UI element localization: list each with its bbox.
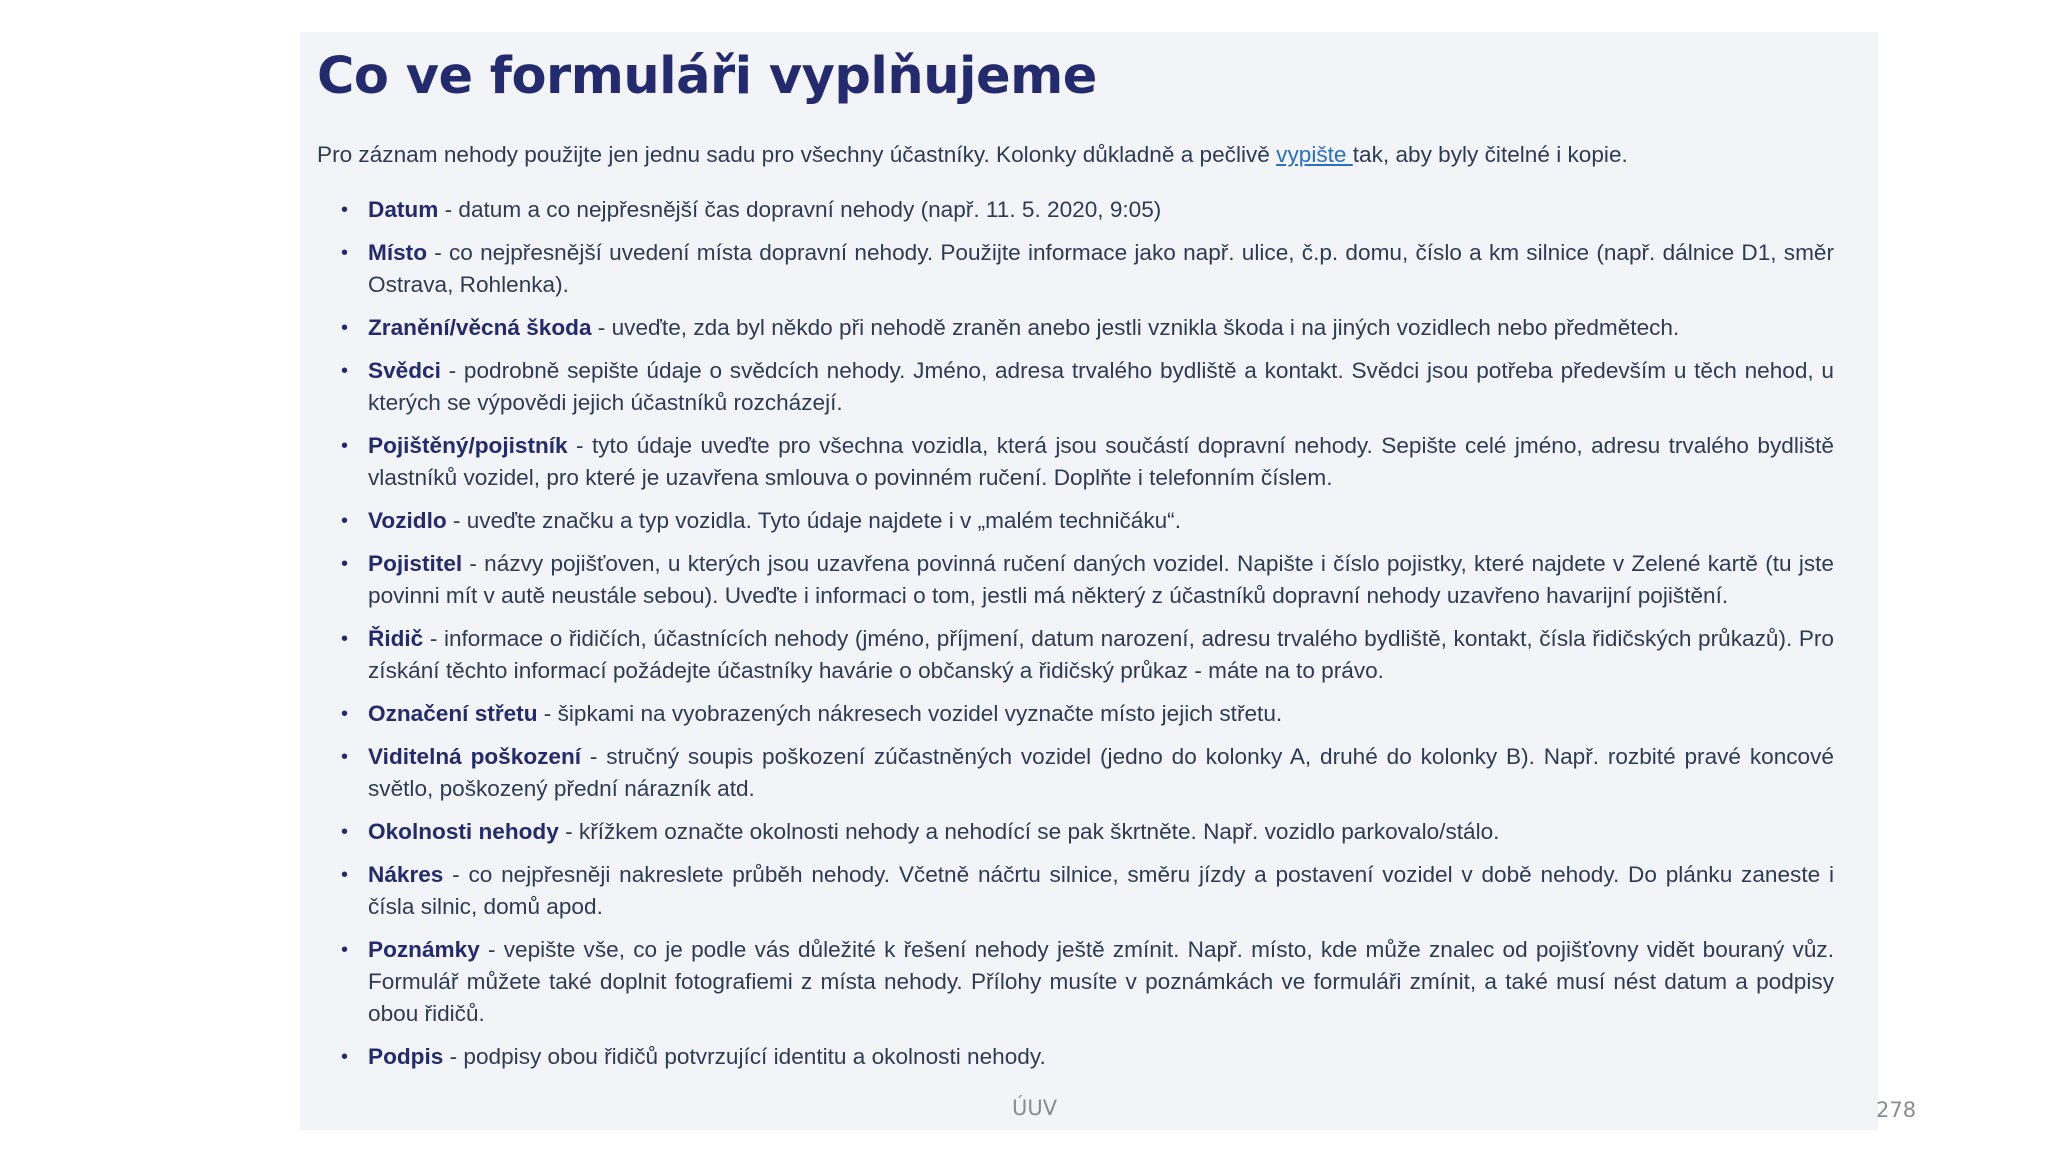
list-item <box>317 741 1834 805</box>
bullet-icon: • <box>341 1046 349 1068</box>
item-text: - křížkem označte okolnosti nehody a nehodící se pak škrtněte. Např. vozidlo parkovalo/stálo. <box>558 819 1500 844</box>
page-title: Co ve formuláři vyplňujeme <box>317 47 1097 106</box>
item-text: - názvy pojišťoven, u kterých jsou uzavřena povinná ručení daných vozidel. Napište i číslo pojistky, které najdete v Zelené kartě (tu jste povinni mít v autě neustále sebou). Uveďte i informaci o tom, jestli má některý z účastníků dopravní nehody uzavřeno havarijní pojištění. <box>368 551 1834 608</box>
bullet-icon: • <box>341 939 349 961</box>
bullet-icon: • <box>341 199 349 221</box>
list-item <box>317 505 1834 537</box>
field-list <box>317 194 1834 1073</box>
item-term: Poznámky <box>368 937 480 962</box>
list-item <box>317 548 1834 612</box>
list-item <box>317 1041 1834 1073</box>
footer-label: ÚUV <box>1012 1096 1058 1120</box>
list-item <box>317 430 1834 494</box>
item-text: - vepište vše, co je podle vás důležité k řešení nehody ještě zmínit. Např. místo, kde může znalec od pojišťovny vidět bouraný vůz. Formulář můžete také doplnit fotografiemi z místa nehody. Přílohy musíte v poznámkách ve formuláři zmínit, a také musí nést datum a podpisy obou řidičů. <box>368 937 1834 1026</box>
list-item <box>317 934 1834 1030</box>
bullet-icon: • <box>341 242 349 264</box>
item-term: Označení střetu <box>368 701 538 726</box>
item-text: - stručný soupis poškození zúčastněných vozidel (jedno do kolonky A, druhé do kolonky B). Např. rozbité pravé koncové světlo, poškozený přední nárazník atd. <box>368 744 1834 801</box>
bullet-icon: • <box>341 553 349 575</box>
item-term: Místo <box>368 240 427 265</box>
item-text: - co nejpřesněji nakreslete průběh nehody. Včetně náčrtu silnice, směru jízdy a postavení vozidel v době nehody. Do plánku zaneste i čísla silnic, domů apod. <box>368 862 1834 919</box>
bullet-icon: • <box>341 435 349 457</box>
item-term: Viditelná poškození <box>368 744 582 769</box>
list-item <box>317 816 1834 848</box>
list-item <box>317 698 1834 730</box>
item-text: - podrobně sepište údaje o svědcích nehody. Jméno, adresa trvalého bydliště a kontakt. Svědci jsou potřeba především u těch nehod, u kterých se výpovědi jejich účastníků rozcházejí. <box>368 358 1834 415</box>
bullet-icon: • <box>341 360 349 382</box>
item-text: - datum a co nejpřesnější čas dopravní nehody (např. 11. 5. 2020, 9:05) <box>438 197 1162 222</box>
item-text: - šipkami na vyobrazených nákresech vozidel vyznačte místo jejich střetu. <box>537 701 1283 726</box>
intro-text-after: tak, aby byly čitelné i kopie. <box>1352 142 1628 167</box>
bullet-icon: • <box>341 746 349 768</box>
list-item <box>317 859 1834 923</box>
item-text: - informace o řidičích, účastnících nehody (jméno, příjmení, datum narození, adresu trvalého bydliště, kontakt, čísla řidičských průkazů). Pro získání těchto informací požádejte účastníky havárie o občanský a řidičský průkaz - máte na to právo. <box>368 626 1834 683</box>
intro-text-before: Pro záznam nehody použijte jen jednu sadu pro všechny účastníky. Kolonky důkladně a pečlivě <box>317 142 1277 167</box>
item-term: Nákres <box>368 862 444 887</box>
item-text: - co nejpřesnější uvedení místa dopravní nehody. Použijte informace jako např. ulice, č.p. domu, číslo a km silnice (např. dálnice D1, směr Ostrava, Rohlenka). <box>368 240 1834 297</box>
list-item <box>317 623 1834 687</box>
intro-paragraph <box>317 139 1834 171</box>
bullet-icon: • <box>341 864 349 886</box>
item-term: Pojištěný/pojistník <box>368 433 568 458</box>
bullet-icon: • <box>341 628 349 650</box>
item-term: Datum <box>368 197 439 222</box>
item-text: - uveďte, zda byl někdo při nehodě zraněn anebo jestli vznikla škoda i na jiných vozidlech nebo předmětech. <box>591 315 1680 340</box>
page-number: 278 <box>1876 1098 1917 1122</box>
list-item <box>317 312 1834 344</box>
list-item <box>317 237 1834 301</box>
bullet-icon: • <box>341 510 349 532</box>
item-term: Zranění/věcná škoda <box>368 315 592 340</box>
item-term: Podpis <box>368 1044 444 1069</box>
item-term: Okolnosti nehody <box>368 819 559 844</box>
item-term: Vozidlo <box>368 508 447 533</box>
intro-link[interactable]: vypište <box>1276 142 1353 167</box>
item-text: - uveďte značku a typ vozidla. Tyto údaje najdete i v „malém techničáku“. <box>446 508 1181 533</box>
bullet-icon: • <box>341 317 349 339</box>
bullet-icon: • <box>341 821 349 843</box>
item-term: Řidič <box>368 626 424 651</box>
list-item <box>317 355 1834 419</box>
list-item <box>317 194 1834 226</box>
item-text: - tyto údaje uveďte pro všechna vozidla, která jsou součástí dopravní nehody. Sepište celé jméno, adresu trvalého bydliště vlastníků vozidel, pro které je uzavřena smlouva o povinném ručení. Doplňte i telefonním číslem. <box>368 433 1834 490</box>
item-term: Pojistitel <box>368 551 463 576</box>
item-term: Svědci <box>368 358 441 383</box>
slide-content-image <box>300 32 1878 1130</box>
bullet-icon: • <box>341 703 349 725</box>
item-text: - podpisy obou řidičů potvrzující identitu a okolnosti nehody. <box>443 1044 1046 1069</box>
